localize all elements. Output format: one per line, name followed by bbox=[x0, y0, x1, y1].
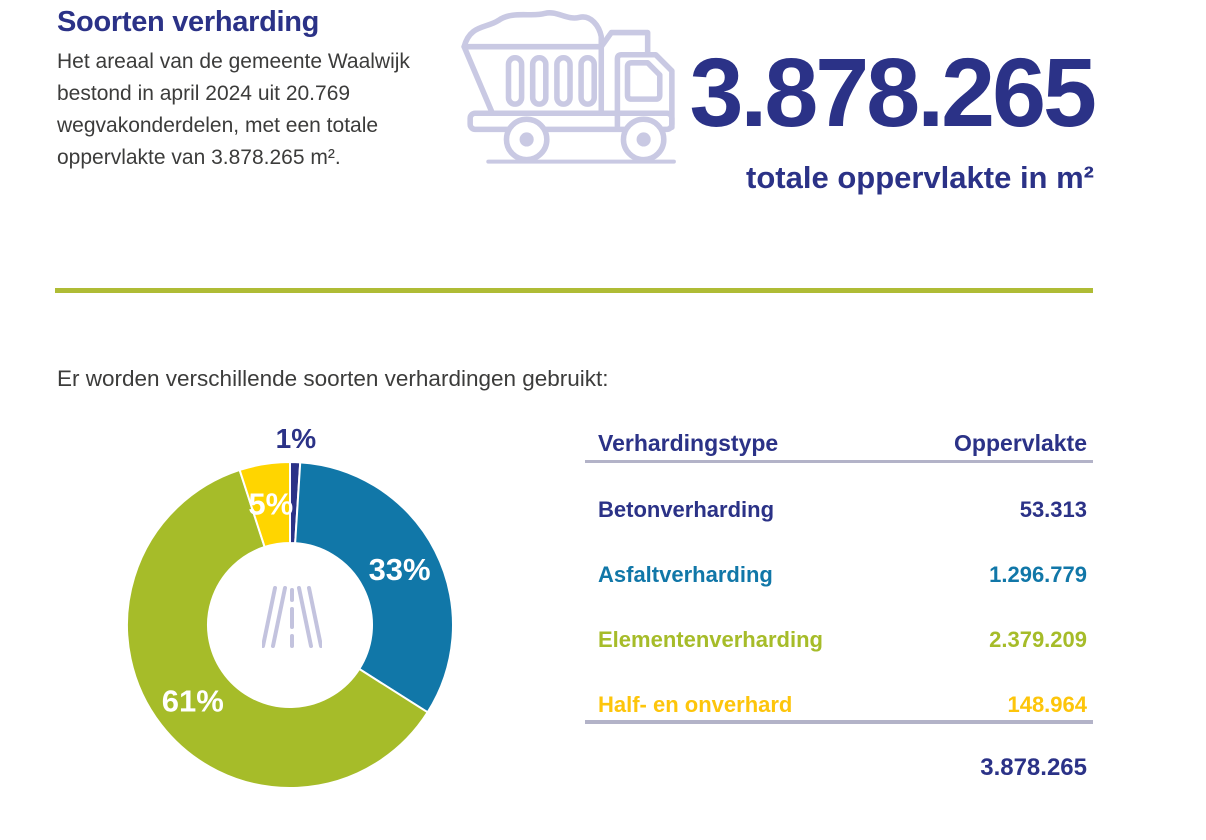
slice-percent-label-elementenverharding: 61% bbox=[161, 683, 224, 719]
divider-line bbox=[55, 288, 1093, 293]
pavement-table bbox=[585, 430, 1093, 790]
row-area-value: 2.379.209 bbox=[989, 627, 1087, 652]
table-row bbox=[585, 560, 1093, 590]
page-title: Soorten verharding bbox=[57, 6, 320, 38]
road-icon bbox=[262, 586, 322, 648]
dump-truck-icon bbox=[450, 2, 688, 170]
truck-neck bbox=[601, 33, 647, 55]
row-type-label: Elementenverharding bbox=[598, 627, 823, 652]
row-area-value: 1.296.779 bbox=[989, 562, 1087, 587]
total-area-caption: totale oppervlakte in m² bbox=[746, 160, 1094, 195]
row-type-label: Asfaltverharding bbox=[598, 562, 773, 587]
truck-bed-slot bbox=[557, 58, 570, 104]
table-row bbox=[585, 690, 1093, 720]
table-row bbox=[585, 495, 1093, 525]
truck-bed-slot bbox=[508, 58, 521, 104]
slice-percent-label-half-en-onverhard: 5% bbox=[248, 486, 294, 522]
total-area-value: 3.878.265 bbox=[689, 38, 1094, 147]
table-total-value: 3.878.265 bbox=[980, 754, 1087, 781]
intro-paragraph: Het areaal van de gemeente Waalwijk bestond in april 2024 uit 20.769 wegvakonderdelen, met een totale oppervlakte van 3.878.265 m². bbox=[57, 50, 410, 169]
truck-wheel-hub bbox=[520, 132, 534, 146]
table-header-rule bbox=[585, 460, 1093, 463]
slice-percent-label-betonverharding: 1% bbox=[275, 423, 317, 455]
table-header-type: Verhardingstype bbox=[598, 430, 779, 456]
row-type-label: Half- en onverhard bbox=[598, 692, 793, 717]
table-header-area: Oppervlakte bbox=[954, 430, 1087, 456]
truck-load bbox=[464, 13, 601, 47]
row-type-label: Betonverharding bbox=[598, 497, 775, 522]
truck-bed-slot bbox=[581, 58, 594, 104]
truck-window bbox=[627, 63, 659, 99]
table-bottom-rule bbox=[585, 720, 1093, 724]
truck-bed-slot bbox=[533, 58, 546, 104]
table-row bbox=[585, 625, 1093, 655]
section-intro: Er worden verschillende soorten verhardingen gebruikt: bbox=[57, 366, 609, 391]
truck-wheel-hub bbox=[637, 132, 651, 146]
table-header-row bbox=[585, 430, 1093, 457]
row-area-value: 148.964 bbox=[1007, 692, 1087, 717]
slice-percent-label-asfaltverharding: 33% bbox=[368, 552, 431, 588]
row-area-value: 53.313 bbox=[1019, 497, 1087, 522]
